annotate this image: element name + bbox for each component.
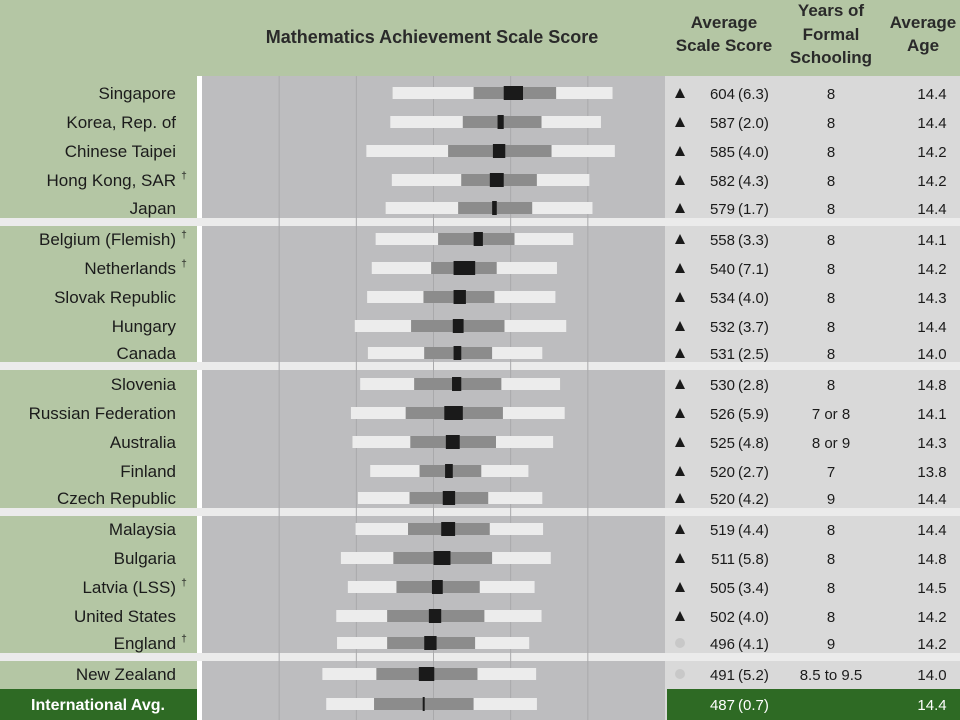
group-separator (0, 362, 960, 370)
average-age: 13.8 (917, 464, 947, 481)
mean-ci-marker (444, 406, 463, 420)
band-75-95 (475, 637, 529, 649)
average-score: 558 (709, 232, 735, 249)
band-75-95 (532, 202, 592, 214)
band-5-25 (358, 492, 410, 504)
country-name: Finland (120, 462, 176, 481)
mean-ci-marker (454, 261, 476, 275)
country-name: Latvia (LSS) (82, 578, 176, 597)
band-75-95 (477, 668, 536, 680)
group-separator (0, 653, 960, 661)
band-75-95 (504, 320, 566, 332)
mean-ci-marker (453, 319, 464, 333)
mean-ci-marker (429, 609, 441, 623)
band-75-95 (496, 436, 553, 448)
country-footnote: † (181, 230, 187, 241)
years-of-schooling: 8 (826, 115, 836, 132)
band-5-25 (360, 378, 414, 390)
average-age: 14.1 (917, 232, 947, 249)
band-75-95 (481, 465, 528, 477)
average-score: 487 (709, 697, 735, 714)
average-score: 491 (709, 667, 735, 684)
years-of-schooling: 7 (826, 464, 836, 481)
average-age: 14.4 (917, 491, 947, 508)
band-5-25 (341, 552, 393, 564)
years-of-schooling: 8 (826, 522, 836, 539)
band-75-95 (542, 116, 601, 128)
standard-error: (6.3) (738, 86, 769, 103)
years-of-schooling: 8.5 to 9.5 (799, 667, 863, 684)
average-score: 496 (709, 636, 735, 653)
country-name: International Avg. (31, 697, 165, 714)
average-score: 534 (709, 290, 735, 307)
band-75-95 (537, 174, 589, 186)
band-5-25 (393, 87, 474, 99)
average-age: 14.2 (917, 636, 947, 653)
average-age: 14.4 (917, 522, 947, 539)
average-score: 531 (709, 346, 735, 363)
standard-error: (2.8) (738, 377, 769, 394)
standard-error: (4.0) (738, 144, 769, 161)
band-5-25 (356, 523, 408, 535)
chart-title: Mathematics Achievement Scale Score (265, 27, 599, 47)
years-of-schooling: 8 (826, 290, 836, 307)
standard-error: (4.0) (738, 290, 769, 307)
not-different-circle (675, 638, 685, 648)
mean-ci-marker (423, 697, 425, 711)
mean-ci-marker (434, 551, 451, 565)
mean-ci-marker (490, 173, 504, 187)
country-name: Czech Republic (56, 489, 176, 508)
average-score: 530 (709, 377, 735, 394)
country-name: New Zealand (75, 665, 176, 684)
band-75-95 (490, 523, 543, 535)
country-footnote: † (181, 171, 187, 182)
band-5-25 (337, 637, 387, 649)
country-name: Malaysia (108, 520, 176, 539)
standard-error: (3.3) (738, 232, 769, 249)
years-of-schooling: 8 (826, 609, 836, 626)
country-name: Russian Federation (28, 404, 176, 423)
average-score: 520 (709, 491, 735, 508)
standard-error: (0.7) (738, 697, 769, 714)
band-5-25 (368, 347, 424, 359)
header-score-line2: Scale Score (675, 36, 773, 55)
average-score: 520 (709, 464, 735, 481)
country-footnote: † (181, 259, 187, 270)
average-age: 14.1 (917, 406, 947, 423)
country-name: Hungary (111, 317, 176, 336)
average-age: 14.2 (917, 261, 947, 278)
average-score: 502 (709, 609, 735, 626)
average-age: 14.8 (917, 377, 947, 394)
mean-ci-marker (493, 144, 505, 158)
average-age: 14.3 (917, 290, 947, 307)
band-5-25 (351, 407, 406, 419)
band-75-95 (488, 492, 542, 504)
header-score-line1: Average (690, 13, 758, 32)
country-name: Japan (129, 199, 176, 218)
average-age: 14.4 (917, 697, 947, 714)
band-5-25 (392, 174, 461, 186)
band-5-25 (390, 116, 463, 128)
not-different-circle (675, 669, 685, 679)
country-name: Singapore (98, 84, 176, 103)
country-name: United States (73, 607, 176, 626)
country-name: Australia (109, 433, 176, 452)
average-score: 585 (709, 144, 735, 161)
average-age: 14.2 (917, 609, 947, 626)
average-age: 14.4 (917, 201, 947, 218)
country-name: Chinese Taipei (64, 142, 176, 161)
band-5-25 (376, 233, 439, 245)
standard-error: (4.1) (738, 636, 769, 653)
average-score: 587 (709, 115, 735, 132)
country-name: Slovenia (110, 375, 176, 394)
country-footnote: † (181, 578, 187, 589)
band-5-25 (367, 291, 423, 303)
standard-error: (5.9) (738, 406, 769, 423)
years-of-schooling: 8 (826, 261, 836, 278)
mean-ci-marker (432, 580, 443, 594)
years-of-schooling: 8 or 9 (811, 435, 851, 452)
standard-error: (5.8) (738, 551, 769, 568)
standard-error: (4.8) (738, 435, 769, 452)
band-5-25 (386, 202, 459, 214)
standard-error: (7.1) (738, 261, 769, 278)
country-name: Belgium (Flemish) (39, 230, 176, 249)
years-of-schooling: 8 (826, 551, 836, 568)
average-score: 505 (709, 580, 735, 597)
standard-error: (2.7) (738, 464, 769, 481)
band-75-95 (474, 698, 537, 710)
average-age: 14.0 (917, 346, 947, 363)
years-of-schooling: 8 (826, 377, 836, 394)
standard-error: (2.0) (738, 115, 769, 132)
mean-ci-marker (498, 115, 504, 129)
header-age-line2: Age (906, 36, 940, 55)
mean-ci-marker (424, 636, 436, 650)
average-score: 540 (709, 261, 735, 278)
band-5-25 (366, 145, 448, 157)
band-5-25 (352, 436, 410, 448)
average-age: 14.3 (917, 435, 947, 452)
mean-ci-marker (445, 464, 453, 478)
average-score: 532 (709, 319, 735, 336)
header-age-line1: Average (889, 13, 957, 32)
mean-ci-marker (504, 86, 523, 100)
mean-ci-marker (492, 201, 497, 215)
years-of-schooling: 8 (826, 201, 836, 218)
band-5-25 (336, 610, 387, 622)
band-75-95 (552, 145, 615, 157)
average-score: 604 (709, 86, 735, 103)
standard-error: (5.2) (738, 667, 769, 684)
average-age: 14.2 (917, 144, 947, 161)
standard-error: (3.7) (738, 319, 769, 336)
average-age: 14.4 (917, 115, 947, 132)
band-5-25 (348, 581, 397, 593)
group-separator (0, 508, 960, 516)
average-score: 579 (709, 201, 735, 218)
band-75-95 (497, 262, 557, 274)
group-separator (0, 218, 960, 226)
band-75-95 (494, 291, 555, 303)
average-age: 14.2 (917, 173, 947, 190)
average-score: 519 (709, 522, 735, 539)
band-5-25 (370, 465, 419, 477)
years-of-schooling: 8 (826, 86, 836, 103)
average-score: 582 (709, 173, 735, 190)
band-5-25 (326, 698, 374, 710)
band-75-95 (484, 610, 541, 622)
country-name: Hong Kong, SAR (46, 171, 176, 190)
standard-error: (2.5) (738, 346, 769, 363)
band-75-95 (503, 407, 565, 419)
mean-ci-marker (454, 290, 466, 304)
years-of-schooling: 9 (826, 491, 836, 508)
header-years-line2: Formal (802, 25, 860, 44)
mean-ci-marker (443, 491, 455, 505)
years-of-schooling: 8 (826, 144, 836, 161)
standard-error: (1.7) (738, 201, 769, 218)
mean-ci-marker (446, 435, 460, 449)
country-footnote: † (181, 634, 187, 645)
band-5-25 (355, 320, 411, 332)
years-of-schooling: 7 or 8 (811, 406, 851, 423)
years-of-schooling: 8 (826, 173, 836, 190)
band-5-25 (372, 262, 431, 274)
standard-error: (4.0) (738, 609, 769, 626)
band-75-95 (480, 581, 535, 593)
years-of-schooling: 8 (826, 319, 836, 336)
band-75-95 (501, 378, 560, 390)
average-age: 14.4 (917, 319, 947, 336)
mean-ci-marker (454, 346, 462, 360)
country-name: England (113, 634, 176, 653)
band-75-95 (515, 233, 574, 245)
years-of-schooling: 8 (826, 346, 836, 363)
standard-error: (4.4) (738, 522, 769, 539)
band-75-95 (492, 347, 542, 359)
average-score: 526 (709, 406, 735, 423)
standard-error: (4.3) (738, 173, 769, 190)
mean-ci-marker (452, 377, 461, 391)
standard-error: (3.4) (738, 580, 769, 597)
average-age: 14.4 (917, 86, 947, 103)
country-name: Slovak Republic (54, 288, 176, 307)
mean-ci-marker (474, 232, 483, 246)
average-age: 14.5 (917, 580, 947, 597)
average-age: 14.8 (917, 551, 947, 568)
header-years-line1: Years of (797, 1, 865, 20)
average-score: 511 (711, 551, 735, 568)
average-age: 14.0 (917, 667, 947, 684)
header-years-line3: Schooling (789, 48, 873, 67)
country-name: Korea, Rep. of (66, 113, 176, 132)
years-of-schooling: 8 (826, 580, 836, 597)
years-of-schooling: 8 (826, 232, 836, 249)
country-name: Netherlands (84, 259, 176, 278)
band-5-25 (322, 668, 376, 680)
average-score: 525 (709, 435, 735, 452)
band-75-95 (556, 87, 612, 99)
band-75-95 (492, 552, 551, 564)
country-name: Bulgaria (113, 549, 176, 568)
mean-ci-marker (419, 667, 434, 681)
standard-error: (4.2) (738, 491, 769, 508)
country-name: Canada (116, 344, 176, 363)
years-of-schooling: 9 (826, 636, 836, 653)
mean-ci-marker (441, 522, 455, 536)
